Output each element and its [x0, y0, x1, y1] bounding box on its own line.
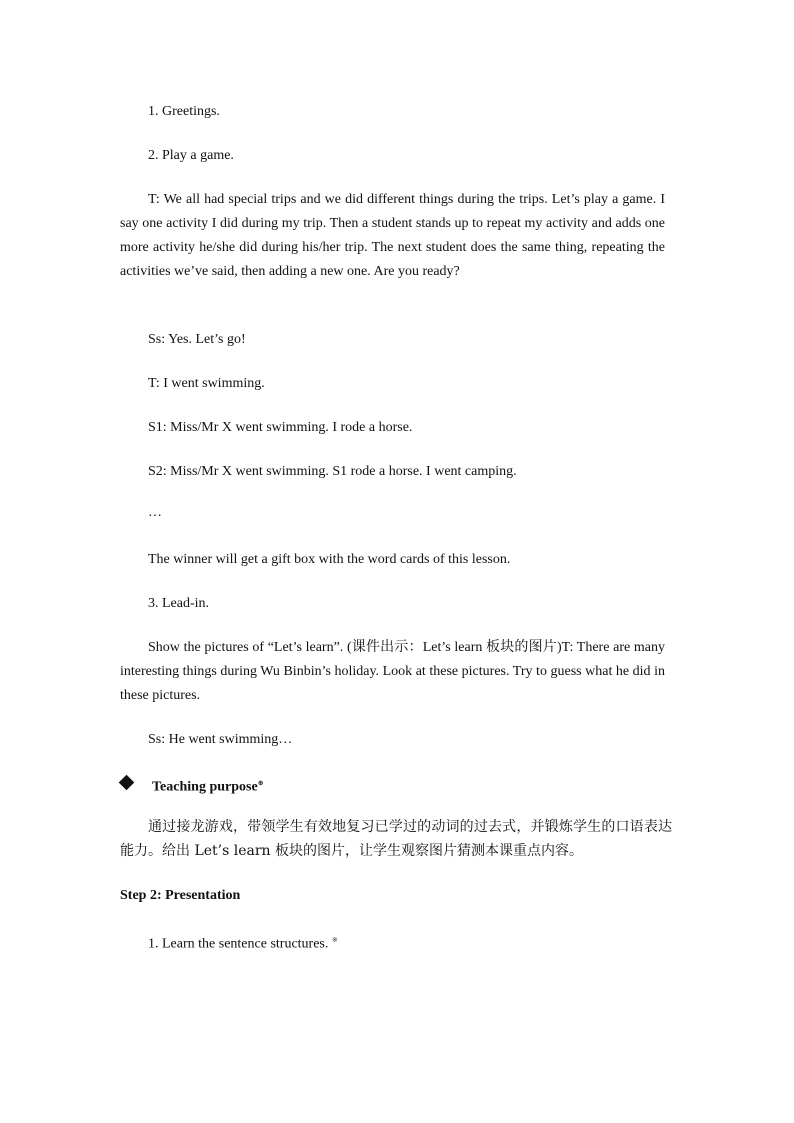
- s2-line: S2: Miss/Mr X went swimming. S1 rode a horse. I went camping.: [148, 464, 517, 479]
- teaching-purpose-paragraph: [120, 815, 672, 863]
- show-pictures-text: Show the pictures of “Let’s learn”. (课件出示：Let’s learn 板块的图片)T: There are many interesting things during Wu Binbin’s holiday. Look at these pictures. Try to guess what he did in these pictures.: [120, 640, 665, 703]
- greetings-line: 1. Greetings.: [148, 104, 220, 119]
- show-pictures-paragraph: [120, 636, 665, 708]
- teacher-swim-line: T: I went swimming.: [148, 376, 265, 391]
- learn-structures-mark: ※: [331, 936, 338, 944]
- teaching-purpose-mark: ⊕: [257, 779, 264, 787]
- learn-structures-line: [148, 931, 338, 954]
- teacher-intro-text: T: We all had special trips and we did different things during the trips. Let’s play a game. I say one activity I did during my trip. Then a student stands up to repeat my activity and adds one more activity he/she did during his/her trip. The next student does the same thing, repeating the activities we’ve said, then adding a new one. Are you ready?: [120, 192, 665, 279]
- diamond-bullet-icon: [119, 775, 135, 791]
- play-game-line: 2. Play a game.: [148, 148, 234, 163]
- step2-heading: Step 2: Presentation: [120, 888, 241, 903]
- ss-go-line: Ss: Yes. Let’s go!: [148, 332, 246, 347]
- teaching-purpose-heading: [152, 774, 264, 797]
- ss-swimming-line: Ss: He went swimming…: [148, 732, 293, 747]
- winner-line: The winner will get a gift box with the word cards of this lesson.: [148, 552, 511, 567]
- lead-in-line: 3. Lead-in.: [148, 596, 210, 611]
- s1-line: S1: Miss/Mr X went swimming. I rode a horse.: [148, 420, 413, 435]
- teacher-intro-paragraph: [120, 188, 665, 284]
- teaching-purpose-text: 通过接龙游戏，带领学生有效地复习已学过的动词的过去式，并锻炼学生的口语表达能力。给出 Let’s learn 板块的图片，让学生观察图片猜测本课重点内容。: [120, 819, 672, 859]
- learn-structures-text: 1. Learn the sentence structures.: [148, 936, 329, 952]
- ellipsis-line: …: [148, 505, 162, 520]
- teaching-purpose-title: Teaching purpose: [152, 779, 258, 795]
